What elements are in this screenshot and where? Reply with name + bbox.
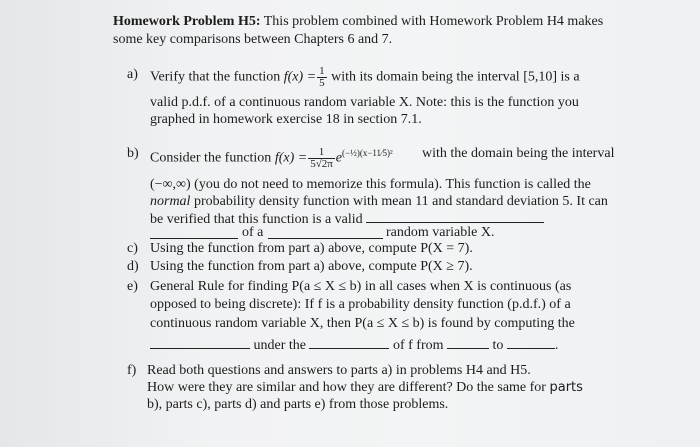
part-b-text-3: probability density function with mean 11 and standard deviation 5. It can <box>190 194 608 209</box>
part-f-label: f) <box>127 363 137 378</box>
part-b-line-5-b: random variable X. <box>386 225 495 240</box>
fraction-denominator: 5 <box>319 77 325 89</box>
part-e-label: e) <box>127 279 138 294</box>
answer-blank[interactable] <box>447 336 489 349</box>
part-e-line-4 <box>150 336 558 354</box>
answer-blank[interactable] <box>268 226 383 239</box>
part-e-of-f-from: of f from <box>392 338 444 353</box>
part-f-line-2 <box>147 379 583 396</box>
part-a-fraction <box>317 66 327 89</box>
part-c-label: c) <box>127 241 138 256</box>
part-e-to: to <box>492 338 504 353</box>
part-f-line-1: Read both questions and answers to parts a) in problems H4 and H5. <box>147 363 531 378</box>
part-d-label: d) <box>127 259 139 274</box>
part-a-line-2: valid p.d.f. of a continuous random variable X. Note: this is the function you <box>150 95 579 110</box>
part-a-text: Verify that the function <box>150 69 284 85</box>
answer-blank[interactable] <box>150 226 238 239</box>
part-a-function: f(x) = <box>283 69 317 85</box>
part-f-line-3: b), parts c), parts d) and parts e) from those problems. <box>147 397 449 412</box>
header-line-1 <box>113 13 603 30</box>
handwritten-parts: parts <box>549 380 583 395</box>
part-b-text-4: be verified that this function is a valid <box>150 212 363 227</box>
exponential-e: e <box>335 150 342 166</box>
header-line-2: some key comparisons between Chapters 6 and 7. <box>113 32 393 47</box>
part-d-line: Using the function from part a) above, compute P(X ≥ 7). <box>150 259 473 274</box>
problem-title: Homework Problem H5: <box>113 14 261 29</box>
fraction-denominator: 5√2π <box>310 157 333 170</box>
part-b-line-5-a: of a <box>242 225 264 240</box>
answer-blank[interactable] <box>366 210 544 223</box>
part-c-line: Using the function from part a) above, compute P(X = 7). <box>150 241 473 256</box>
part-e-line-3: continuous random variable X, then P(a ≤ X ≤ b) is found by computing the <box>150 316 575 331</box>
part-b-line-2: (−∞,∞) (you do not need to memorize this formula). This function is called the <box>150 177 591 192</box>
part-e-line-2: opposed to being discrete): If f is a probability density function (p.d.f.) of a <box>150 297 571 312</box>
fraction-numerator: 1 <box>308 147 335 159</box>
answer-blank[interactable] <box>309 336 389 349</box>
part-e-under-the: under the <box>253 338 306 353</box>
header-text: This problem combined with Homework Problem H4 makes <box>260 14 604 29</box>
part-a-text-tail: with its domain being the interval [5,10] is a <box>327 69 580 85</box>
answer-blank[interactable] <box>507 336 555 349</box>
exponent-expression: (−½)(x−11⁄5)² <box>342 148 393 158</box>
normal-word: normal <box>150 194 191 209</box>
part-b-line-1 <box>150 145 393 170</box>
part-b-text: Consider the function <box>150 150 275 166</box>
part-f-text-2: How were they are similar and how they are different? Do the same for <box>147 380 546 395</box>
part-b-line-1-tail: with the domain being the interval <box>422 146 615 161</box>
part-b-fraction <box>308 147 335 170</box>
part-a-label: a) <box>127 67 138 82</box>
part-e-line-1: General Rule for finding P(a ≤ X ≤ b) in all cases when X is continuous (as <box>150 279 572 294</box>
part-b-label: b) <box>127 146 139 161</box>
part-b-function: f(x) = <box>274 150 308 166</box>
part-a-line-1 <box>150 66 580 89</box>
part-a-line-3: graphed in homework exercise 18 in section 7.1. <box>150 112 422 127</box>
part-e-period: . <box>554 338 559 353</box>
fraction-numerator: 1 <box>319 65 325 77</box>
answer-blank[interactable] <box>150 336 250 349</box>
part-b-line-3 <box>150 193 608 210</box>
